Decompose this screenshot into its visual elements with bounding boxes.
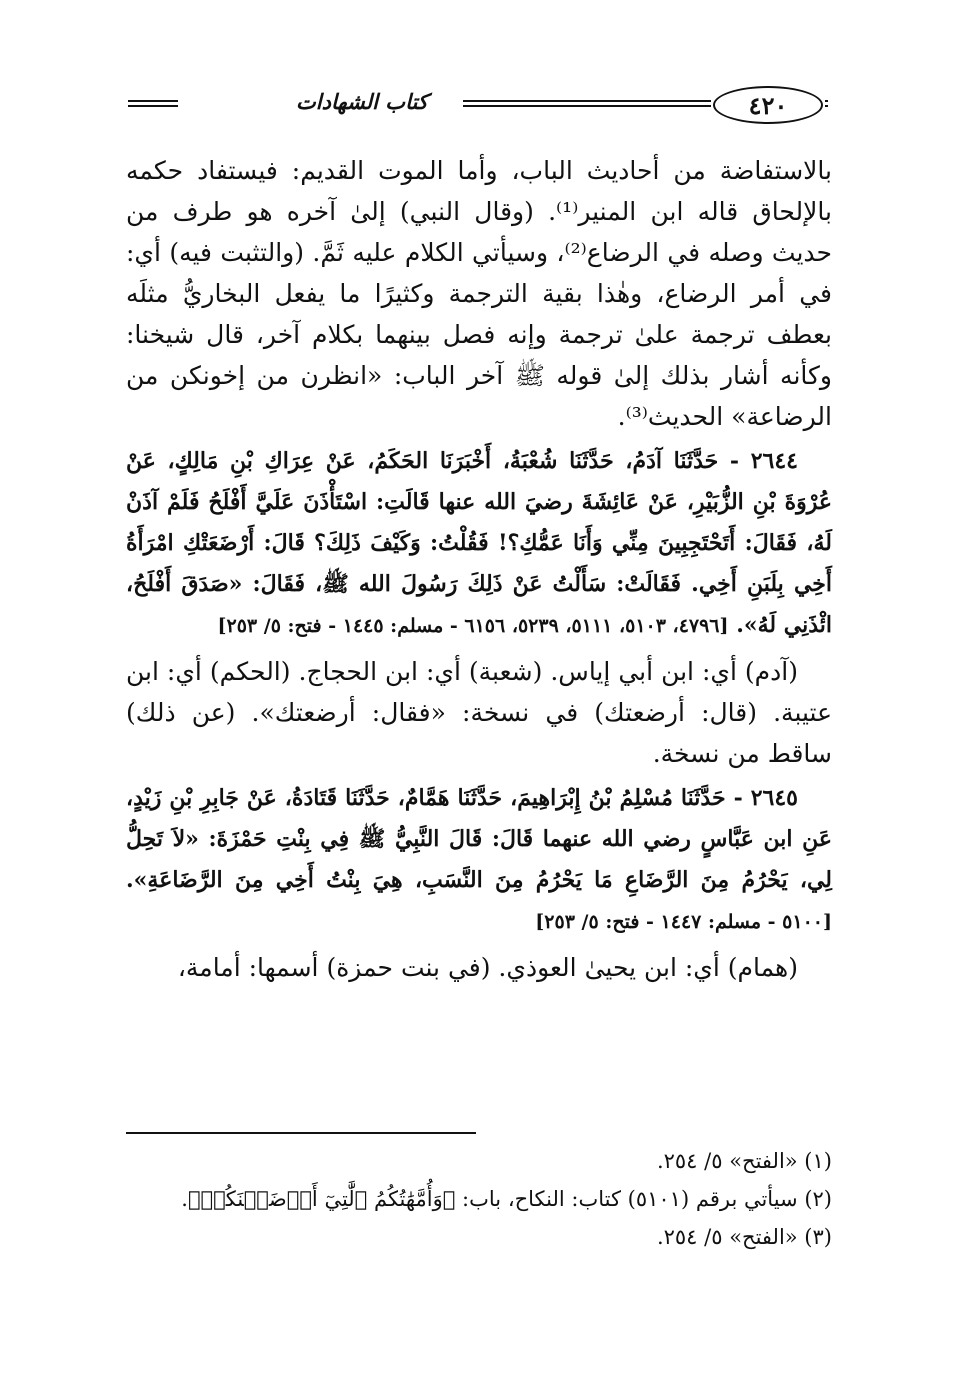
footnote-2: (٢) سيأتي برقم (٥١٠١) كتاب: النكاح، باب: ﴿وَأُمَّهَٰتُكُمُ ٱلَّٰتِيٓ أَرۡضَعۡنَكُمۡ﴾. — [181, 1187, 832, 1211]
hadith-2644-reference: [٤٧٩٦، ٥١٠٣، ٥١١١، ٥٢٣٩، ٦١٥٦ - مسلم: ١٤٤٥ - فتح: ٥/ ٢٥٣] — [217, 615, 729, 637]
hadith-2644 — [126, 441, 832, 647]
header-rule-middle — [463, 100, 711, 102]
footnote-3: (٣) «الفتح» ٥/ ٢٥٤. — [656, 1225, 832, 1249]
page-header — [128, 84, 828, 126]
header-rule-left — [128, 100, 178, 102]
hadith-2645 — [126, 778, 832, 943]
footnote-divider — [126, 1132, 476, 1134]
hadith-2645-text: ٢٦٤٥ - حَدَّثَنَا مُسْلِمُ بْنُ إِبْرَاهِيمَ، حَدَّثَنَا هَمَّامٌ، حَدَّثَنَا قَتَادَةُ، عَنْ جَابِرِ بْنِ زَيْدٍ، عَنِ ابن عَبَّاسٍ رضي الله عنهما قَالَ: قَالَ النَّبِيُّ ﷺ فِي بِنْتِ حَمْزَةَ: «لاَ تَحِلُّ لِي، يَحْرُمُ مِنَ الرَّضَاعِ مَا يَحْرُمُ مِنَ النَّسَبِ، هِيَ بِنْتُ أَخِي مِنَ الرَّضَاعَةِ». — [126, 785, 832, 893]
commentary-paragraph: بالاستفاضة من أحاديث الباب، وأما الموت القديم: فيستفاد حكمه بالإلحاق قاله ابن المنير⁽¹⁾. (وقال النبي) إلىٰ آخره هو طرف من حديث وصله في الرضاع⁽²⁾، وسيأتي الكلام عليه ثَمَّ. (والتثبت فيه) أي: في أمر الرضاع، وهٰذا بقية الترجمة وكثيرًا ما يفعل البخاريُّ مثلَه بعطف ترجمة علىٰ ترجمة وإنه فصل بينهما بكلام آخر، قال شيخنا: وكأنه أشار بذلك إلىٰ قوله ﷺ آخر الباب: «انظرن من إخونكن من الرضاعة» الحديث⁽³⁾. — [126, 156, 833, 431]
page-number: ٤٢٠ — [713, 86, 823, 124]
commentary-paragraph: (آدم) أي: ابن أبي إياس. (شعبة) أي: ابن الحجاج. (الحكم) أي: ابن عتيبة. (قال: أرضعتك) في نسخة: «فقال: أرضعتك». (عن ذلك) ساقط من نسخة. — [126, 657, 832, 768]
footnote-1: (١) «الفتح» ٥/ ٢٥٤. — [656, 1149, 832, 1173]
main-text — [126, 150, 832, 992]
header-rule-right — [825, 100, 828, 102]
hadith-2645-reference: [٥١٠٠ - مسلم: ١٤٤٧ - فتح: ٥/ ٢٥٣] — [535, 911, 832, 933]
hadith-2644-text: ٢٦٤٤ - حَدَّثَنَا آدَمُ، حَدَّثَنَا شُعْبَةُ، أَخْبَرَنَا الحَكَمُ، عَنْ عِرَاكِ بْنِ مَالِكٍ، عَنْ عُرْوَةَ بْنِ الزُّبَيْرِ، عَنْ عَائِشَةَ رضيَ الله عنها قَالَتِ: اسْتَأْذَنَ عَلَيَّ أَفْلَحُ فَلَمْ آذَنْ لَهُ، فَقَالَ: أَتَحْتَجِبِينَ مِنِّي وَأَنَا عَمُّكِ؟! فَقُلْتُ: وَكَيْفَ ذَلِكَ؟ قَالَ: أَرْضَعَتْكِ امْرَأَةُ أَخِي بِلَبَنِ أَخِي. فَقَالَتْ: سَأَلْتُ عَنْ ذَلِكَ رَسُولَ الله ﷺ، فَقَالَ: «صَدَقَ أَفْلَحُ، ائْذَنِي لَهُ». — [126, 448, 832, 638]
commentary-paragraph: (همام) أي: ابن يحيىٰ العوذي. (في بنت حمزة) أسمها: أمامة، — [177, 953, 798, 982]
footnotes — [126, 1132, 832, 1256]
running-title: كتاب الشهادات — [296, 89, 428, 114]
